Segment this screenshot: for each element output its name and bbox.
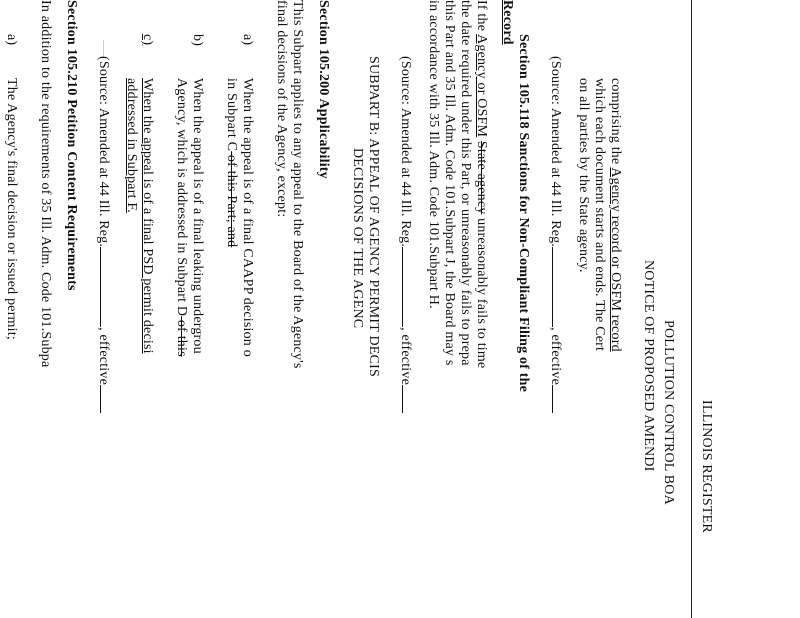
- board-title: POLLUTION CONTROL BOA: [661, 320, 676, 505]
- subpart-b-heading: SUBPART B: APPEAL OF AGENCY PERMIT DECIS: [366, 56, 381, 377]
- section-105-118-para-line-4: in accordance with 35 Ill. Adm. Code 101.Subpart H.: [426, 0, 441, 309]
- register-header: ILLINOIS REGISTER: [699, 400, 714, 533]
- source-note-1: (Source: Amended at 44 Ill. Reg., effective: [547, 56, 565, 413]
- notice-title: NOTICE OF PROPOSED AMENDI: [641, 260, 656, 472]
- section-105-200-heading: Section 105.200 Applicability: [316, 0, 331, 179]
- source-note-2: (Source: Amended at 44 Ill. Reg., effective: [397, 56, 415, 413]
- subpart-b-heading-cont: DECISIONS OF THE AGENC: [350, 148, 365, 329]
- record-text-line-3: on all parties by the State agency.: [576, 78, 591, 273]
- item-b-line-2: Agency, which is addressed in Subpart D of this: [174, 78, 189, 357]
- item-b-marker: b): [190, 34, 205, 47]
- section-105-118-heading-cont: Record: [500, 0, 515, 45]
- section-105-200-para-line-2: final decisions of the Agency, except:: [274, 0, 289, 218]
- record-text-line-2: which each document starts and ends. The Cert: [592, 78, 607, 352]
- item-a-marker: a): [240, 34, 255, 46]
- section-105-118-para-line-2: the date required under this Part, or unreasonably fails to prepa: [458, 0, 473, 366]
- section-105-118-para-line-1: If the Agency or OSFM State agency unreasonably fails to time: [474, 0, 489, 369]
- header-rule: [691, 0, 692, 618]
- section-105-210-para-line-1: In addition to the requirements of 35 Ill. Adm. Code 101.Subpa: [38, 0, 53, 368]
- item-a-line-2: in Subpart C of this Part; and: [224, 78, 239, 248]
- section-105-210-item-a: The Agency's final decision or issued permit;: [4, 78, 19, 340]
- section-105-118-heading: Section 105.118 Sanctions for Non-Compliant Filing of the: [516, 34, 531, 393]
- item-a-line-1: When the appeal is of a final CAAPP decision o: [240, 78, 255, 357]
- section-105-210-item-a-marker: a): [4, 34, 19, 46]
- item-b-line-1: When the appeal is of a final leaking undergrou: [190, 78, 205, 354]
- item-c-line-2: addressed in Subpart F.: [124, 78, 139, 213]
- record-text-line-1: comprising the Agency record or OSFM record: [608, 78, 623, 352]
- source-note-3: (Source: Amended at 44 Ill. Reg., effective: [95, 56, 113, 413]
- section-105-210-heading: Section 105.210 Petition Content Requirements: [64, 0, 79, 291]
- section-105-118-para-line-3: this Part and 35 Ill. Adm. Code 101.Subpart J, the Board may s: [442, 0, 457, 366]
- item-c-line-1: When the appeal is of a final PSD permit decisi: [140, 78, 155, 354]
- item-c-marker: c): [140, 34, 155, 46]
- section-105-200-para-line-1: This Subpart applies to any appeal to the Board of the Agency's: [290, 0, 305, 369]
